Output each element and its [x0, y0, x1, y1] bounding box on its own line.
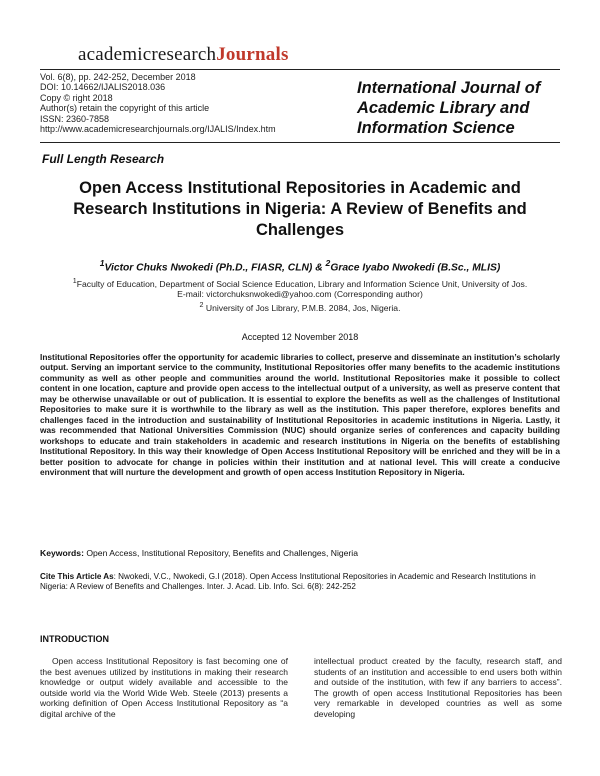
- introduction-column-left: Open access Institutional Repository is fast becoming one of the best avenues utilized by institutions in making their research knowledge or output widely available and accessible to the outside world via the World Wide Web. Steele (2013) presents a working definition of Open Access Institutional Repository as “a digital archive of the: [40, 656, 288, 719]
- introduction-heading: INTRODUCTION: [40, 634, 109, 644]
- citation: [40, 572, 560, 593]
- meta-url[interactable]: http://www.academicresearchjournals.org/IJALIS/Index.htm: [40, 124, 276, 135]
- affiliation2-superscript: 2: [199, 300, 204, 309]
- keywords-text: Open Access, Institutional Repository, Benefits and Challenges, Nigeria: [83, 548, 358, 558]
- author1-name: Victor Chuks Nwokedi (Ph.D., FIASR, CLN) &: [104, 262, 326, 274]
- author2-superscript: 2: [325, 258, 331, 268]
- corresponding-email: E-mail: victorchuksnwokedi@yahoo.com (Corresponding author): [177, 289, 423, 300]
- header-divider-top: [40, 69, 560, 70]
- cite-text: : Nwokedi, V.C., Nwokedi, G.I (2018). Open Access Institutional Repositories in Academic and Research Institutions in Nigeria: A Review of Benefits and Challenges. Inter. J. Acad. Lib. Info. Sci. 6(8): 242-252: [40, 572, 536, 592]
- publisher-logo: [78, 44, 289, 66]
- cite-label: Cite This Article As: [40, 572, 114, 581]
- keywords: [40, 548, 560, 558]
- logo-text-part1: academicresearch: [78, 44, 217, 65]
- journal-title: International Journal of Academic Library and Information Science: [357, 79, 541, 137]
- accepted-date: Accepted 12 November 2018: [241, 332, 359, 342]
- affiliation1-superscript: 1: [72, 277, 77, 285]
- affiliation-2: $^2$ University of Jos Library, P.M.B. 2084, Jos, Nigeria.: [199, 300, 401, 313]
- author1-superscript: 1: [99, 258, 105, 268]
- article-title: Open Access Institutional Repositories in Academic and Research Institutions in Nigeria: A Review of Benefits and Challenges: [73, 179, 527, 239]
- abstract: Institutional Repositories offer the opportunity for academic libraries to collect, preserve and disseminate an institution’s scholarly output. Serving an important service to the community, Institutional Repositories offer many benefits to the academic institutions community as well as other people and communities around the world. Institutional Repositories make it possible to collect content in one location, capture and provide open access to the intellectual output of a university, as well as preserve content that may be otherwise unavailable or out of publication. It is essential to explore the benefits as well as the challenges of Institutional Repositories to make sure it is worthwhile to the library as well as the institution. This paper therefore, explores benefits and challenges faced in the introduction and sustainability of Institutional Repositories in academic institutions in Nigeria. Lastly, it was recommended that National Universities Commission (NUC) should organize series of conferences and capacity building workshops to educate and train stakeholders in academic and research institutions in Nigeria on the benefits of establishing Institutional Repository. In this way their knowledge of Open Access Institutional Repository will be enriched and they will be in a better position to advocate for change in policies within their institution and at national level. This will create a conducive environment that will nurture the development and growth of open access Institution Repository in Nigeria.: [40, 352, 560, 477]
- authors-line: [40, 258, 560, 273]
- meta-doi: DOI: 10.14662/IJALIS2018.036: [40, 82, 166, 93]
- article-type: Full Length Research: [42, 152, 165, 166]
- affiliation-1: $^1$Faculty of Education, Department of Social Science Education, Library and Information Science Unit, University of Jos.: [72, 277, 528, 289]
- introduction-column-right: intellectual product created by the faculty, research staff, and students of an institution and accessible to end users both within and outside of the institution, with few if any barriers to access”. The growth of open access Institutional Repositories has been very remarkable in developed countries as well as some developing: [314, 656, 562, 719]
- header-divider-bottom: [40, 142, 560, 143]
- affiliations: [40, 276, 560, 313]
- article-metadata: [40, 72, 340, 134]
- author2-name: Grace Iyabo Nwokedi (B.Sc., MLIS): [330, 262, 501, 274]
- meta-copyright: Copy © right 2018: [40, 92, 113, 103]
- logo-text-part2: Journals: [216, 44, 289, 65]
- keywords-label: Keywords:: [40, 548, 84, 558]
- meta-volume: Vol. 6(8), pp. 242-252, December 2018: [40, 72, 196, 82]
- meta-issn: ISSN: 2360-7858: [40, 113, 110, 124]
- meta-rights: Author(s) retain the copyright of this article: [40, 103, 210, 114]
